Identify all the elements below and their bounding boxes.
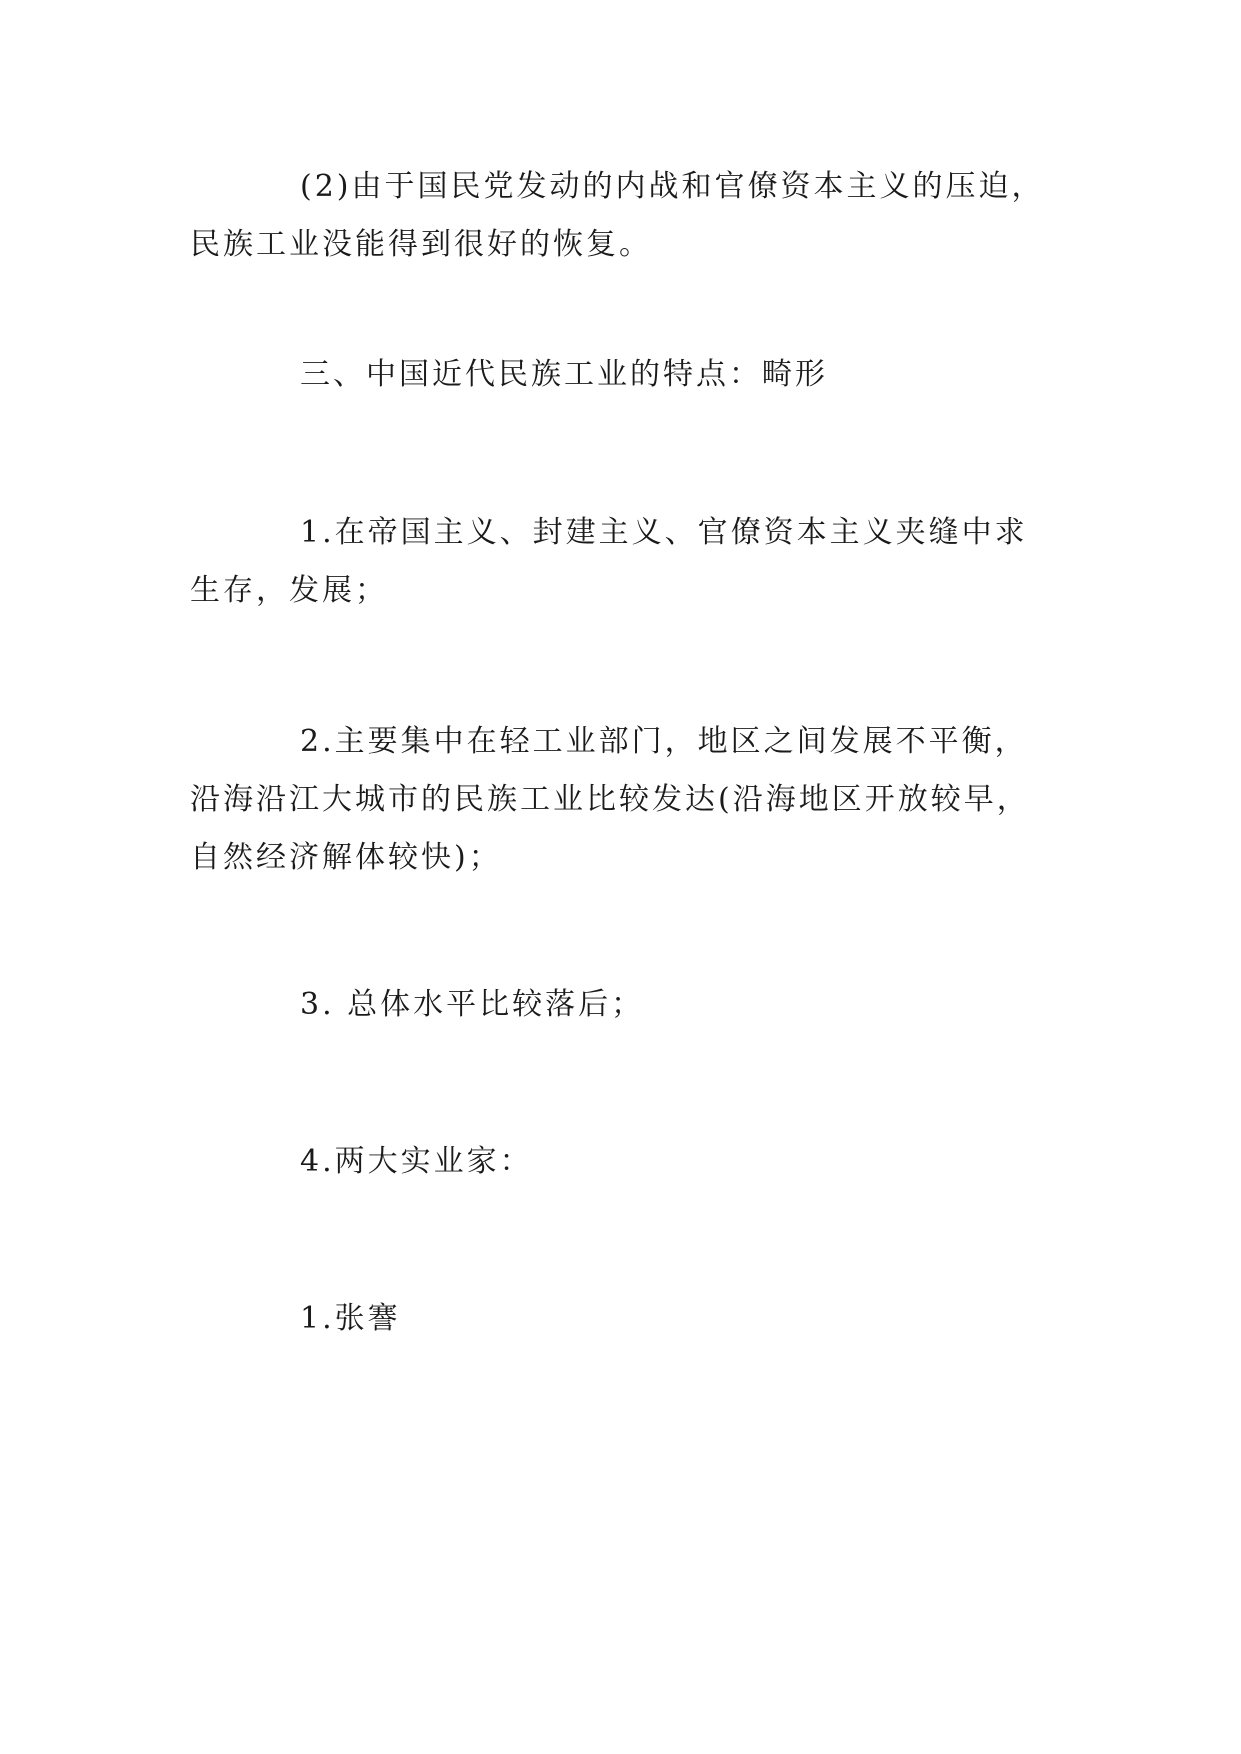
paragraph-point-4: 4.两大实业家：: [300, 1144, 533, 1179]
section-heading-characteristics: 三、中国近代民族工业的特点：畸形: [300, 357, 828, 392]
paragraph-entrepreneur-1: 1.张謇: [300, 1301, 401, 1336]
paragraph-civil-war-impact: (2)由于国民党发动的内战和官僚资本主义的压迫，民族工业没能得到很好的恢复。: [190, 169, 1045, 262]
paragraph-point-2: 2.主要集中在轻工业部门，地区之间发展不平衡，沿海沿江大城市的民族工业比较发达(沿海地区开放较早，自然经济解体较快)；: [190, 724, 1030, 875]
paragraph-point-1: 1.在帝国主义、封建主义、官僚资本主义夹缝中求生存，发展；: [190, 515, 1028, 608]
paragraph-point-3: 3. 总体水平比较落后；: [300, 987, 645, 1022]
